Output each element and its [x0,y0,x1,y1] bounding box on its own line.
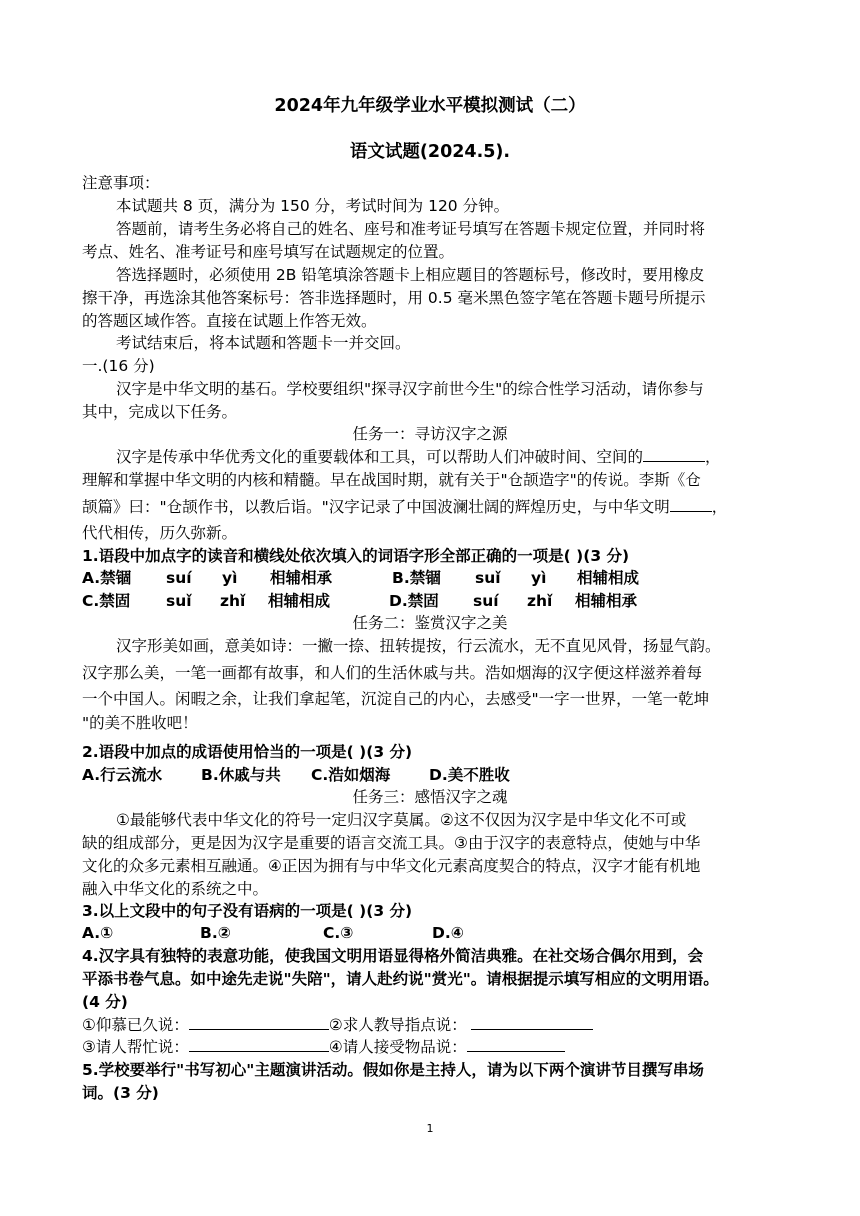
intro-line-1: 汉字是中华文明的基石。学校要组织"探寻汉字前世今生"的综合性学习活动，请你参与 [116,380,704,398]
intro-line-2: 其中，完成以下任务。 [82,403,238,421]
passage-2-line-1: 汉字形美如画，意美如诗：一撇一捺、扭转提按，行云流水，无不直见风骨，扬显气韵。 [116,637,721,655]
passage-3-line-4: 融入中华文化的系统之中。 [82,880,269,898]
note-3-line-3: 的答题区域作答。直接在试题上作答无效。 [82,312,377,330]
q3-option-b: B.② [200,924,231,942]
section-heading: 一.(16 分) [82,357,155,375]
q1-option-d-word: D.禁固 [389,592,439,610]
task-3-heading: 任务三：感悟汉字之魂 [352,788,508,806]
question-4-line-3: (4 分) [82,993,128,1011]
q1-option-a-idiom: 相辅相承 [270,569,333,587]
passage-1-punct-1: ， [705,448,721,466]
q1-option-c-idiom: 相辅相成 [268,592,331,610]
answer-blank-2[interactable] [670,497,712,512]
passage-1-line-1 [116,446,782,468]
passage-1-line-3 [82,496,782,518]
q1-option-d-pinyin-1: suí [473,592,499,610]
note-2-line-1: 答题前，请考生务必将自己的姓名、座号和准考证号填写在答题卡规定位置，并同时将 [116,220,706,238]
q2-option-a: A.行云流水 [82,766,163,784]
exam-title: 2024年九年级学业水平模拟测试（二） [274,96,586,116]
task-2-heading: 任务二：鉴赏汉字之美 [352,614,508,632]
task-1-heading: 任务一：寻访汉字之源 [352,425,508,443]
passage-1-line-4: 代代相传，历久弥新。 [82,524,238,542]
q1-option-b-idiom: 相辅相成 [577,569,640,587]
q4-item-1-blank[interactable] [189,1015,329,1030]
passage-1-punct-2: ， [711,498,728,516]
q1-option-c-pinyin-2: zhǐ [220,592,246,610]
q4-item-4-label: ④请人接受物品说： [328,1038,467,1056]
passage-1-line-2: 理解和掌握中华文明的内核和精髓。早在战国时期，就有关于"仓颉造字"的传说。李斯《仓 [82,471,701,489]
passage-2-line-2: 汉字那么美，一笔一画都有故事，和人们的生活休戚与共。浩如烟海的汉字便这样滋养着每 [82,664,703,682]
q4-item-3-label: ③请人帮忙说： [82,1038,189,1056]
q4-item-2-label: ②求人教导指点说： [328,1016,467,1034]
page-number: 1 [426,1122,434,1135]
question-3: 3.以上文段中的句子没有语病的一项是( )(3 分) [82,902,413,920]
passage-1-text-1: 汉字是传承中华优秀文化的重要载体和工具，可以帮助人们冲破时间、空间的 [116,448,644,466]
question-5-line-2: 词。(3 分) [82,1084,159,1102]
q4-row-1 [82,1014,782,1036]
q2-option-d: D.美不胜收 [429,766,510,784]
q1-option-b-word: B.禁锢 [392,569,441,587]
q1-option-b-pinyin-2: yì [531,569,547,587]
q1-option-c-pinyin-1: suǐ [166,592,192,610]
q1-option-d-idiom: 相辅相承 [575,592,638,610]
answer-blank-1[interactable] [643,447,705,462]
passage-2-line-3: 一个中国人。闲暇之余，让我们拿起笔，沉淀自己的内心，去感受"一字一世界，一笔一乾坤 [82,690,710,708]
passage-3-line-3: 文化的众多元素相互融通。④正因为拥有与中华文化元素高度契合的特点，汉字才能有机地 [82,857,701,875]
note-1: 本试题共 8 页，满分为 150 分，考试时间为 120 分钟。 [116,197,510,215]
q4-item-1-label: ①仰慕已久说： [82,1016,189,1034]
passage-3-line-1: ①最能够代表中华文化的符号一定归汉字莫属。②这不仅因为汉字是中华文化不可或 [116,811,687,829]
q1-option-b-pinyin-1: suǐ [475,569,501,587]
question-5-line-1: 5.学校要举行"书写初心"主题演讲活动。假如你是主持人，请为以下两个演讲节目撰写串场 [82,1061,704,1079]
q4-item-2-blank[interactable] [471,1015,593,1030]
q1-option-a-pinyin-1: suí [166,569,192,587]
passage-3-line-2: 缺的组成部分，更是因为汉字是重要的语言交流工具。③由于汉字的表意特点，使她与中华 [82,834,701,852]
q3-option-a: A.① [82,924,114,942]
question-4-line-1: 4.汉字具有独特的表意功能，使我国文明用语显得格外简洁典雅。在社交场合偶尔用到，会 [82,947,704,965]
note-2-line-2: 考点、姓名、准考证号和座号填写在试题规定的位置。 [82,243,455,261]
q1-option-d-pinyin-2: zhǐ [527,592,553,610]
q4-item-4-blank[interactable] [467,1037,565,1052]
note-4: 考试结束后，将本试题和答题卡一并交回。 [116,334,411,352]
q2-option-c: C.浩如烟海 [311,766,391,784]
passage-1-text-3: 颉篇》曰："仓颉作书，以教后诣。"汉字记录了中国波澜壮阔的辉煌历史，与中华文明 [82,498,670,516]
question-1: 1.语段中加点字的读音和横线处依次填入的词语字形全部正确的一项是( )(3 分) [82,547,630,565]
exam-subtitle: 语文试题(2024.5). [349,142,511,162]
q3-option-d: D.④ [432,924,464,942]
notes-heading: 注意事项： [82,174,160,192]
q1-option-a-word: A.禁锢 [82,569,132,587]
q3-option-c: C.③ [323,924,354,942]
passage-2-line-4: "的美不胜收吧！ [82,714,198,732]
note-3-line-2: 擦干净，再选涂其他答案标号：答非选择题时，用 0.5 毫米黑色签字笔在答题卡题号所提示 [82,289,706,307]
question-4-line-2: 平添书卷气息。如中途先走说"失陪"，请人赴约说"赏光"。请根据提示填写相应的文明用语。 [82,970,719,988]
q1-option-a-pinyin-2: yì [222,569,238,587]
q4-item-3-blank[interactable] [189,1037,329,1052]
q1-option-c-word: C.禁固 [82,592,131,610]
question-2: 2.语段中加点的成语使用恰当的一项是( )(3 分) [82,743,413,761]
note-3-line-1: 答选择题时，必须使用 2B 铅笔填涂答题卡上相应题目的答题标号，修改时，要用橡皮 [116,266,705,284]
q4-row-2 [82,1036,782,1058]
q2-option-b: B.休戚与共 [201,766,281,784]
